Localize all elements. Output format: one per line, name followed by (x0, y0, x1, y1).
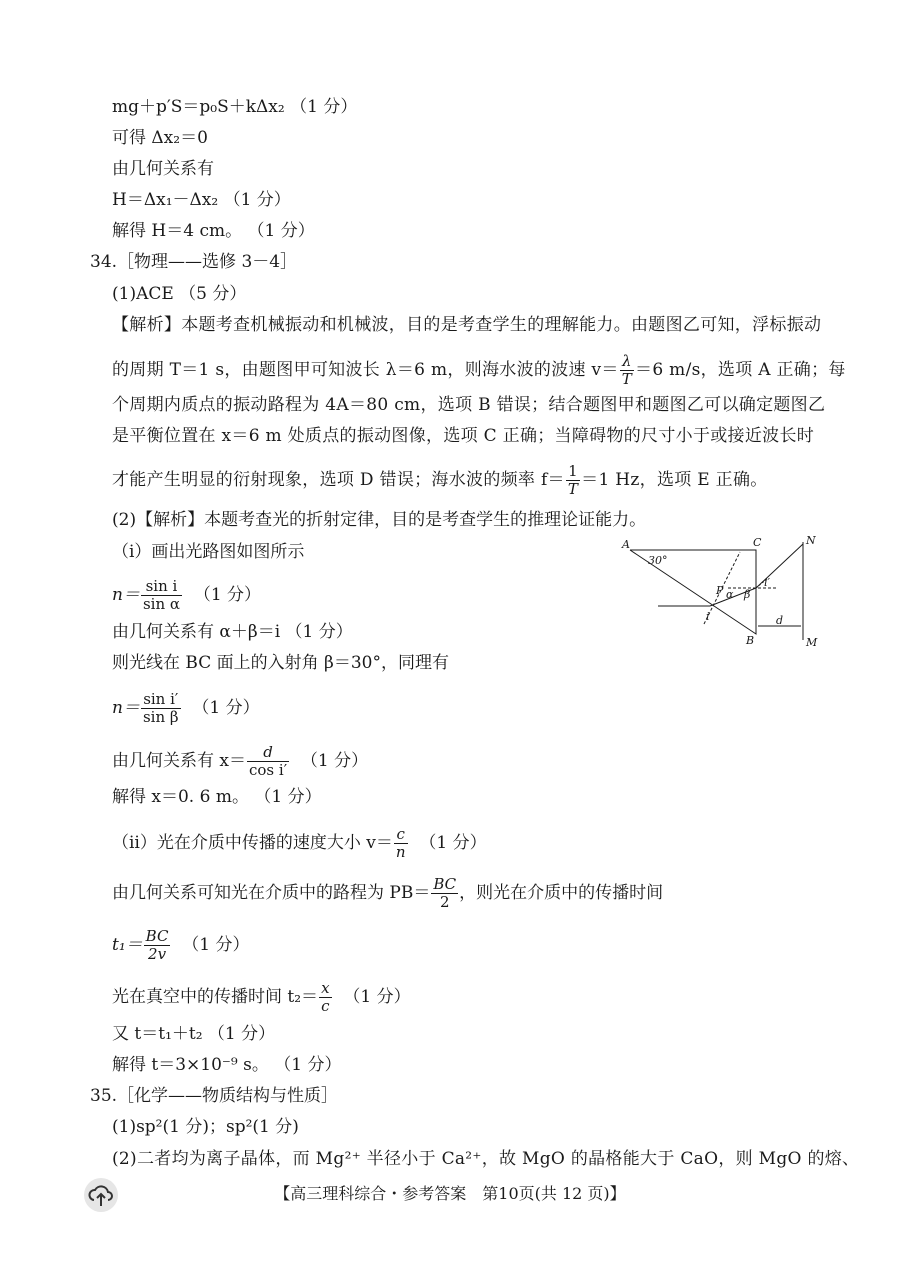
answer-35-2: (2)二者均为离子晶体，而 Mg²⁺ 半径小于 Ca²⁺，故 MgO 的晶格能大于 CaO，则 MgO 的熔、 (112, 1149, 860, 1169)
fraction-bc-over-2v: $\frac{BC}{2v}$ (145, 927, 169, 963)
part-i-line: （ⅰ）画出光路图如图所示 (112, 542, 305, 562)
label-angle-30: 30° (648, 554, 668, 567)
result-x: 解得 x＝0. 6 m。 （1 分） (112, 787, 322, 807)
geometry-line-2: 则光线在 BC 面上的入射角 β＝30°，同理有 (112, 653, 449, 673)
fraction-sin-i-over-sin-alpha: $\frac{\text{sin i}}{\text{sin α}}$ (142, 577, 181, 613)
analysis-line-3: 个周期内质点的振动路程为 4A＝80 cm，选项 B 错误；结合题图甲和题图乙可以确定题图乙 (112, 395, 826, 415)
line-3: 由几何关系有 (112, 159, 214, 179)
result-t: 解得 t＝3×10⁻⁹ s。 （1 分） (112, 1055, 342, 1075)
label-i-prime: i′ (764, 576, 771, 589)
fraction-one-over-T: $\frac{1}{T}$ (567, 462, 579, 498)
eq-x: 由几何关系有 x＝ $\frac{d}{\text{cos i′}}$ （1 分） (112, 743, 369, 779)
analysis-line-5-b: ＝1 Hz，选项 E 正确。 (581, 470, 768, 490)
eq-t1: t₁＝ $\frac{BC}{2v}$ （1 分） (112, 927, 250, 963)
fraction-c-over-n: $\frac{c}{n}$ (395, 825, 406, 861)
analysis-line-5-a: 才能产生明显的衍射现象，选项 D 错误；海水波的频率 f＝ (112, 470, 565, 490)
section-35-heading: 35.［化学——物质结构与性质］ (90, 1086, 339, 1106)
fraction-lambda-over-T: $\frac{\lambda}{T}$ (621, 352, 633, 388)
part-ii-line: （ⅱ）光在介质中传播的速度大小 v＝ $\frac{c}{n}$ （1 分） (112, 825, 487, 861)
section-34-heading: 34.［物理——选修 3－4］ (90, 252, 298, 272)
analysis-2-heading: (2)【解析】本题考查光的折射定律，目的是考查学生的推理论证能力。 (112, 510, 647, 530)
fraction-bc-over-2: $\frac{BC}{2}$ (433, 875, 457, 911)
answer-35-1: (1)sp²(1 分)；sp²(1 分) (112, 1117, 299, 1137)
line-1: mg＋p′S＝p₀S＋kΔx₂ （1 分） (112, 97, 358, 117)
analysis-line-2-a: 的周期 T＝1 s，由题图甲可知波长 λ＝6 m，则海水波的波速 v＝ (112, 360, 619, 380)
label-d: d (776, 614, 784, 627)
label-beta: β (744, 588, 751, 601)
label-m: M (806, 636, 818, 649)
label-alpha: α (726, 588, 734, 601)
line-2: 可得 Δx₂＝0 (112, 128, 208, 148)
answer-34-1: (1)ACE （5 分） (112, 284, 247, 304)
path-line: 由几何关系可知光在介质中的路程为 PB＝ $\frac{BC}{2}$ ，则光在介质中的传播时间 (112, 875, 664, 911)
label-p: P (716, 584, 724, 597)
fraction-sin-ip-over-sin-beta: $\frac{\text{sin i′}}{\text{sin β}}$ (142, 690, 179, 726)
eq-n-sin-ip: n＝ $\frac{\text{sin i′}}{\text{sin β}}$ （1 分） (112, 690, 260, 726)
line-4: H＝Δx₁－Δx₂ （1 分） (112, 190, 291, 210)
geometry-line-1: 由几何关系有 α＋β＝i （1 分） (112, 622, 353, 642)
page-footer: 【高三理科综合・参考答案 第10页(共 12 页)】 (274, 1184, 626, 1203)
eq-n-sin-i: n＝ $\frac{\text{sin i}}{\text{sin α}}$ （1 分） (112, 577, 262, 613)
analysis-line-2 (112, 353, 846, 388)
eq-t-sum: 又 t＝t₁＋t₂ （1 分） (112, 1024, 276, 1044)
label-i: i (706, 610, 710, 623)
analysis-line-5 (112, 463, 768, 498)
eq-t2: 光在真空中的传播时间 t₂＝ $\frac{x}{c}$ （1 分） (112, 979, 411, 1015)
fraction-d-over-cos-ip: $\frac{d}{\text{cos i′}}$ (249, 743, 288, 779)
label-n: N (806, 534, 816, 547)
fraction-x-over-c: $\frac{x}{c}$ (321, 979, 330, 1015)
label-a: A (622, 538, 630, 551)
line-5: 解得 H＝4 cm。 （1 分） (112, 221, 315, 241)
analysis-line-1: 【解析】本题考查机械振动和机械波，目的是考查学生的理解能力。由题图乙可知，浮标振动 (112, 315, 822, 335)
analysis-line-4: 是平衡位置在 x＝6 m 处质点的振动图像，选项 C 正确；当障碍物的尺寸小于或接近波长时 (112, 426, 815, 446)
label-c: C (753, 536, 762, 549)
light-path-diagram (618, 532, 828, 657)
analysis-line-2-b: ＝6 m/s，选项 A 正确；每 (635, 360, 846, 380)
label-b: B (746, 634, 755, 647)
